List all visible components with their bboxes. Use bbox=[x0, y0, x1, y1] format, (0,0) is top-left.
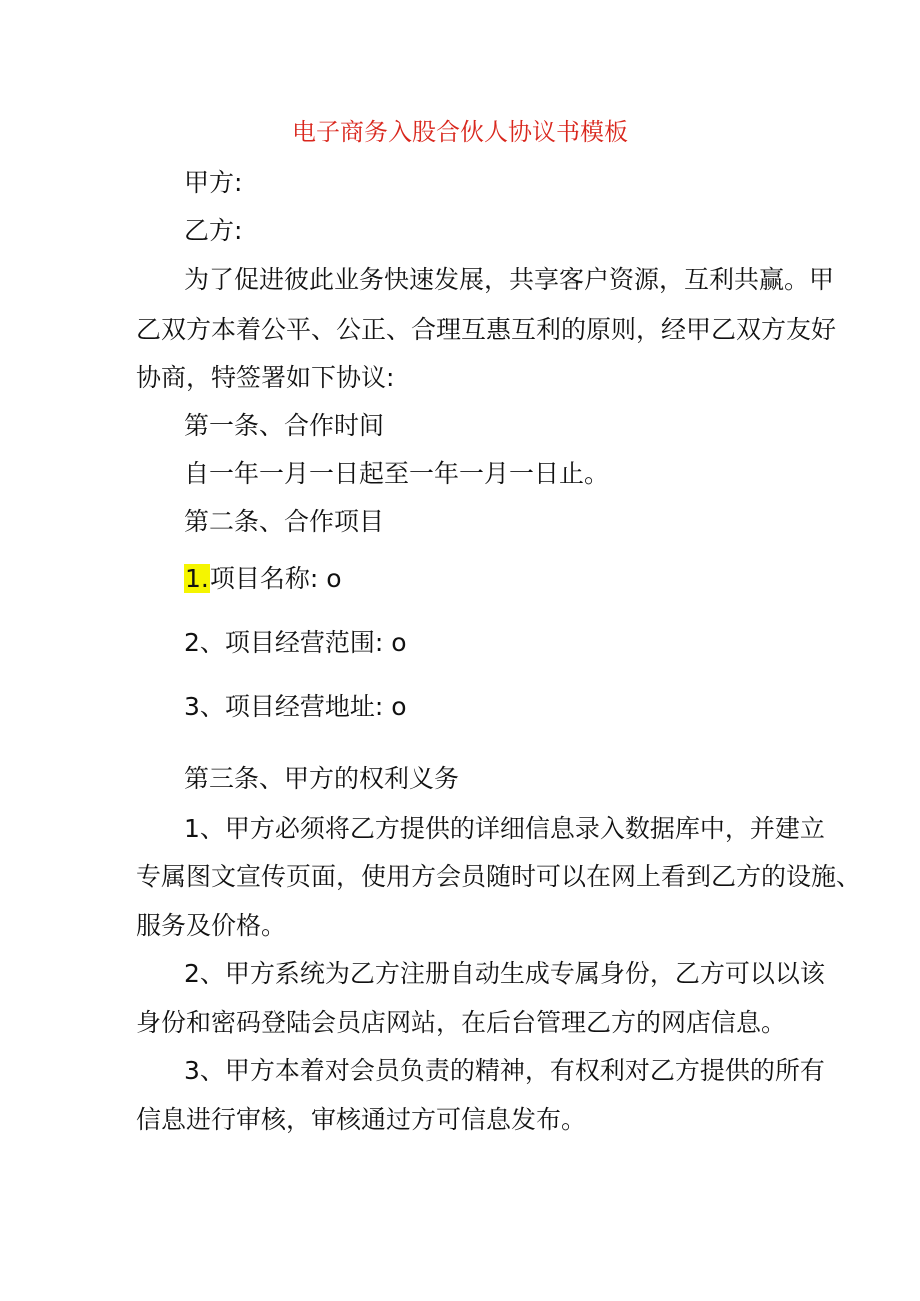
clause-line: 信息进行审核，审核通过方可信息发布。 bbox=[136, 1105, 587, 1134]
clause-line: 服务及价格。 bbox=[136, 911, 287, 940]
clause-line: 2、甲方系统为乙方注册自动生成专属身份，乙方可以以该 bbox=[184, 959, 825, 988]
article-3-heading: 第三条、甲方的权利义务 bbox=[184, 764, 460, 793]
article-2-item-1 bbox=[184, 563, 342, 595]
article-2-item-3: 3、项目经营地址: o bbox=[184, 692, 407, 721]
clause-line: 身份和密码登陆会员店网站，在后台管理乙方的网店信息。 bbox=[136, 1008, 787, 1037]
party-a-label: 甲方: bbox=[184, 168, 243, 197]
document-title: 电子商务入股合伙人协议书模板 bbox=[292, 118, 628, 146]
intro-line: 为了促进彼此业务快速发展，共享客户资源，互利共赢。甲 bbox=[184, 265, 835, 294]
article-2-item-2: 2、项目经营范围: o bbox=[184, 628, 407, 657]
clause-line: 1、甲方必须将乙方提供的详细信息录入数据库中，并建立 bbox=[184, 814, 825, 843]
intro-line: 协商，特签署如下协议: bbox=[136, 363, 395, 392]
clause-line: 3、甲方本着对会员负责的精神，有权利对乙方提供的所有 bbox=[184, 1056, 825, 1085]
clause-line: 专属图文宣传页面，使用方会员随时可以在网上看到乙方的设施、 bbox=[136, 862, 862, 891]
article-2-heading: 第二条、合作项目 bbox=[184, 507, 385, 536]
item-text: 项目名称: o bbox=[209, 564, 342, 593]
article-1-text: 自一年一月一日起至一年一月一日止。 bbox=[184, 459, 610, 488]
party-b-label: 乙方: bbox=[184, 216, 243, 245]
article-1-heading: 第一条、合作时间 bbox=[184, 411, 385, 440]
highlighted-number: 1. bbox=[185, 564, 209, 593]
intro-line: 乙双方本着公平、公正、合理互惠互利的原则，经甲乙双方友好 bbox=[136, 315, 837, 344]
